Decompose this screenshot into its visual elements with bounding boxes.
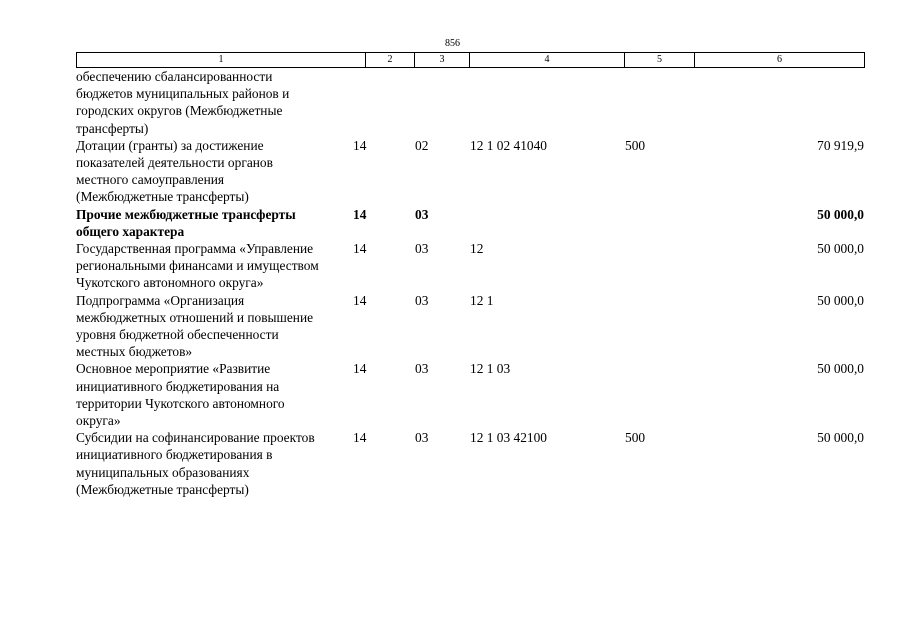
row-name: обеспечению сбалансированности бюджетов муниципальных районов и городских округов (Межбюджетные трансферты) bbox=[76, 69, 290, 136]
header-row bbox=[77, 53, 865, 68]
row-amount: 50 000,0 bbox=[817, 241, 864, 257]
row-name: Субсидии на софинансирование проектов инициативного бюджетирования в муниципальных образованиях (Межбюджетные трансферты) bbox=[76, 430, 315, 497]
row-amount: 50 000,0 bbox=[817, 206, 864, 222]
row-expense-type: 500 bbox=[625, 137, 646, 153]
row-name: Дотации (гранты) за достижение показателей деятельности органов местного самоуправления (Межбюджетные трансферты) bbox=[76, 137, 273, 205]
table-body bbox=[76, 68, 864, 498]
row-amount: 50 000,0 bbox=[817, 292, 864, 308]
table-row bbox=[76, 360, 864, 429]
row-name: Прочие межбюджетные трансферты общего характера bbox=[76, 206, 296, 239]
table-row bbox=[76, 429, 864, 498]
header-col-1: 1 bbox=[77, 53, 366, 68]
row-section-code: 14 bbox=[353, 241, 367, 257]
header-col-5: 5 bbox=[625, 53, 695, 68]
page-number: 856 bbox=[445, 38, 460, 49]
header-col-6: 6 bbox=[695, 53, 865, 68]
row-subsection-code: 03 bbox=[415, 206, 429, 222]
row-section-code: 14 bbox=[353, 206, 367, 222]
table-row bbox=[76, 68, 864, 137]
row-subsection-code: 03 bbox=[415, 430, 429, 446]
header-col-2: 2 bbox=[366, 53, 415, 68]
table-header bbox=[76, 52, 865, 68]
row-amount: 50 000,0 bbox=[817, 430, 864, 446]
row-target-code: 12 bbox=[470, 241, 484, 257]
row-name: Подпрограмма «Организация межбюджетных отношений и повышение уровня бюджетной обеспеченности местных бюджетов» bbox=[76, 292, 314, 360]
row-section-code: 14 bbox=[353, 430, 367, 446]
row-subsection-code: 03 bbox=[415, 241, 429, 257]
row-subsection-code: 02 bbox=[415, 137, 429, 153]
row-amount: 70 919,9 bbox=[817, 137, 864, 153]
row-section-code: 14 bbox=[353, 361, 367, 377]
row-target-code: 12 1 02 41040 bbox=[470, 137, 547, 153]
table-row bbox=[76, 240, 864, 292]
row-name: Государственная программа «Управление региональными финансами и имуществом Чукотского автономного округа» bbox=[76, 241, 319, 291]
row-name: Основное мероприятие «Развитие инициативного бюджетирования на территории Чукотского автономного округа» bbox=[76, 361, 285, 429]
row-target-code: 12 1 bbox=[470, 292, 494, 308]
table-row bbox=[76, 206, 864, 240]
row-expense-type: 500 bbox=[625, 430, 646, 446]
row-section-code: 14 bbox=[353, 292, 367, 308]
row-subsection-code: 03 bbox=[415, 292, 429, 308]
header-col-4: 4 bbox=[470, 53, 625, 68]
header-col-3: 3 bbox=[415, 53, 470, 68]
row-section-code: 14 bbox=[353, 137, 367, 153]
row-target-code: 12 1 03 bbox=[470, 361, 511, 377]
table-row bbox=[76, 292, 864, 361]
table-row bbox=[76, 137, 864, 206]
row-target-code: 12 1 03 42100 bbox=[470, 430, 547, 446]
row-subsection-code: 03 bbox=[415, 361, 429, 377]
row-amount: 50 000,0 bbox=[817, 361, 864, 377]
